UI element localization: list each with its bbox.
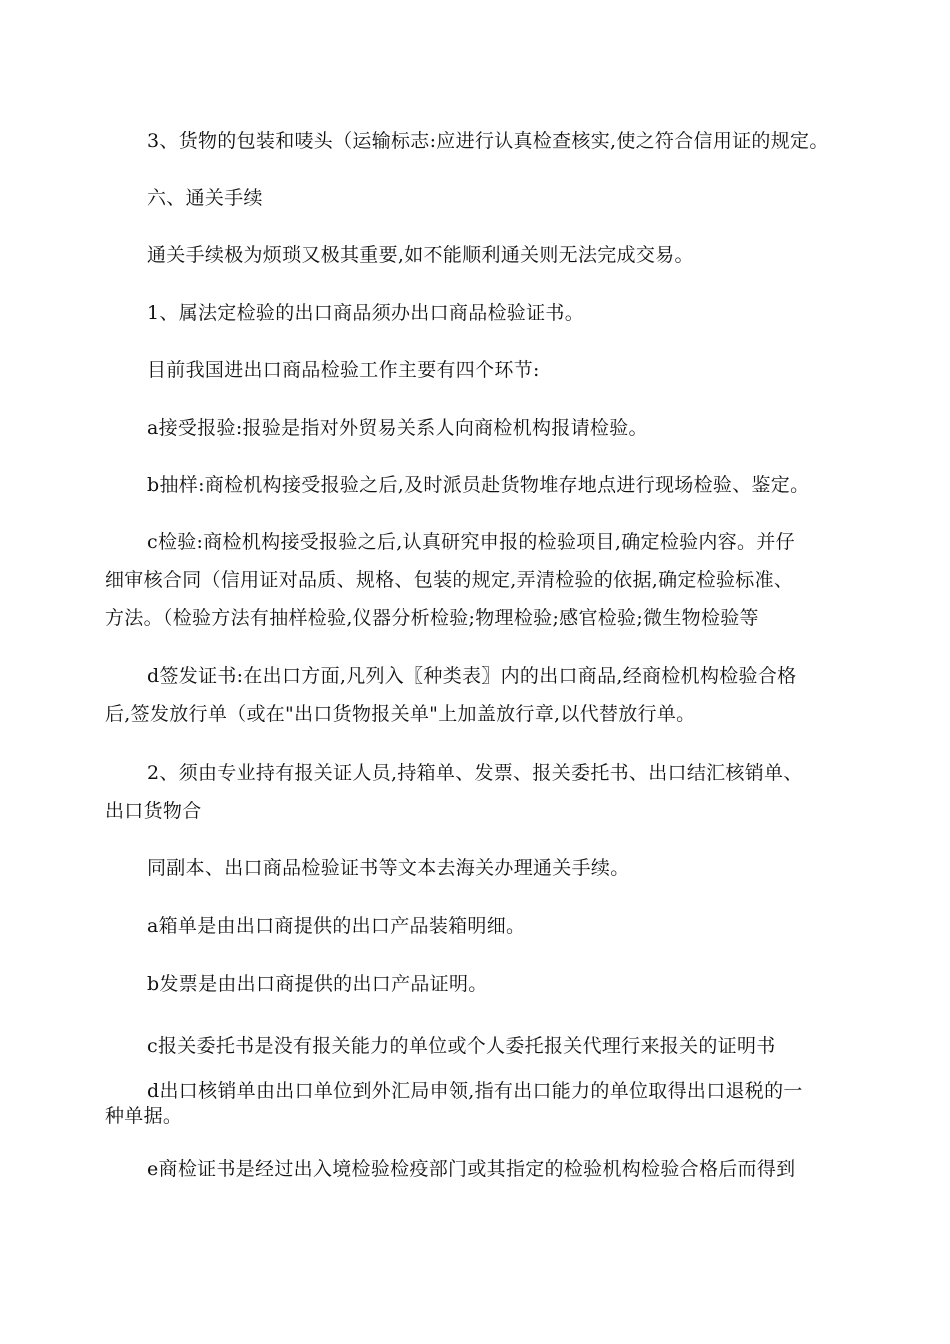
section-heading-customs-clearance: 六、通关手续 [147, 187, 263, 209]
paragraph-contract-copy: 同副本、出口商品检验证书等文本去海关办理通关手续。 [147, 857, 630, 879]
doc-a-packing-list: a箱单是由出口商提供的出口产品装箱明细。 [147, 915, 526, 937]
step-c-inspection-line-3: 方法。（检验方法有抽样检验,仪器分析检验;物理检验;感官检验;微生物检验等 [105, 607, 759, 629]
item-2-documents-line-2: 出口货物合 [105, 800, 202, 822]
item-1-legal-inspection: 1、属法定检验的出口商品须办出口商品检验证书。 [147, 302, 584, 324]
step-c-inspection-line-2: 细审核合同（信用证对品质、规格、包装的规定,弄清检验的依据,确定检验标准、 [105, 569, 794, 591]
step-b-sampling: b抽样:商检机构接受报验之后,及时派员赴货物堆存地点进行现场检验、鉴定。 [147, 474, 810, 496]
doc-e-inspection-certificate: e商检证书是经过出入境检验检疫部门或其指定的检验机构检验合格后而得到 [147, 1158, 796, 1180]
paragraph-customs-importance: 通关手续极为烦琐又极其重要,如不能顺利通关则无法完成交易。 [147, 244, 694, 266]
step-c-inspection-line-1: c检验:商检机构接受报验之后,认真研究申报的检验项目,确定检验内容。并仔 [147, 531, 795, 553]
item-2-documents-line-1: 2、须由专业持有报关证人员,持箱单、发票、报关委托书、出口结汇核销单、 [147, 762, 803, 784]
step-d-certificate-line-2: 后,签发放行单（或在"出口货物报关单"上加盖放行章,以代替放行单。 [105, 703, 696, 725]
doc-d-verification-line-2: 种单据。 [105, 1105, 183, 1127]
paragraph-four-steps: 目前我国进出口商品检验工作主要有四个环节: [147, 359, 540, 381]
step-a-application: a接受报验:报验是指对外贸易关系人向商检机构报请检验。 [147, 417, 648, 439]
paragraph-packaging-marks: 3、货物的包装和唛头（运输标志:应进行认真检查核实,使之符合信用证的规定。 [147, 130, 829, 152]
doc-c-power-of-attorney: c报关委托书是没有报关能力的单位或个人委托报关代理行来报关的证明书 [147, 1035, 776, 1057]
doc-d-verification-line-1: d出口核销单由出口单位到外汇局申领,指有出口能力的单位取得出口退税的一 [147, 1080, 803, 1102]
step-d-certificate-line-1: d签发证书:在出口方面,凡列入〖种类表〗内的出口商品,经商检机构检验合格 [147, 665, 797, 687]
doc-b-invoice: b发票是由出口商提供的出口产品证明。 [147, 973, 488, 995]
